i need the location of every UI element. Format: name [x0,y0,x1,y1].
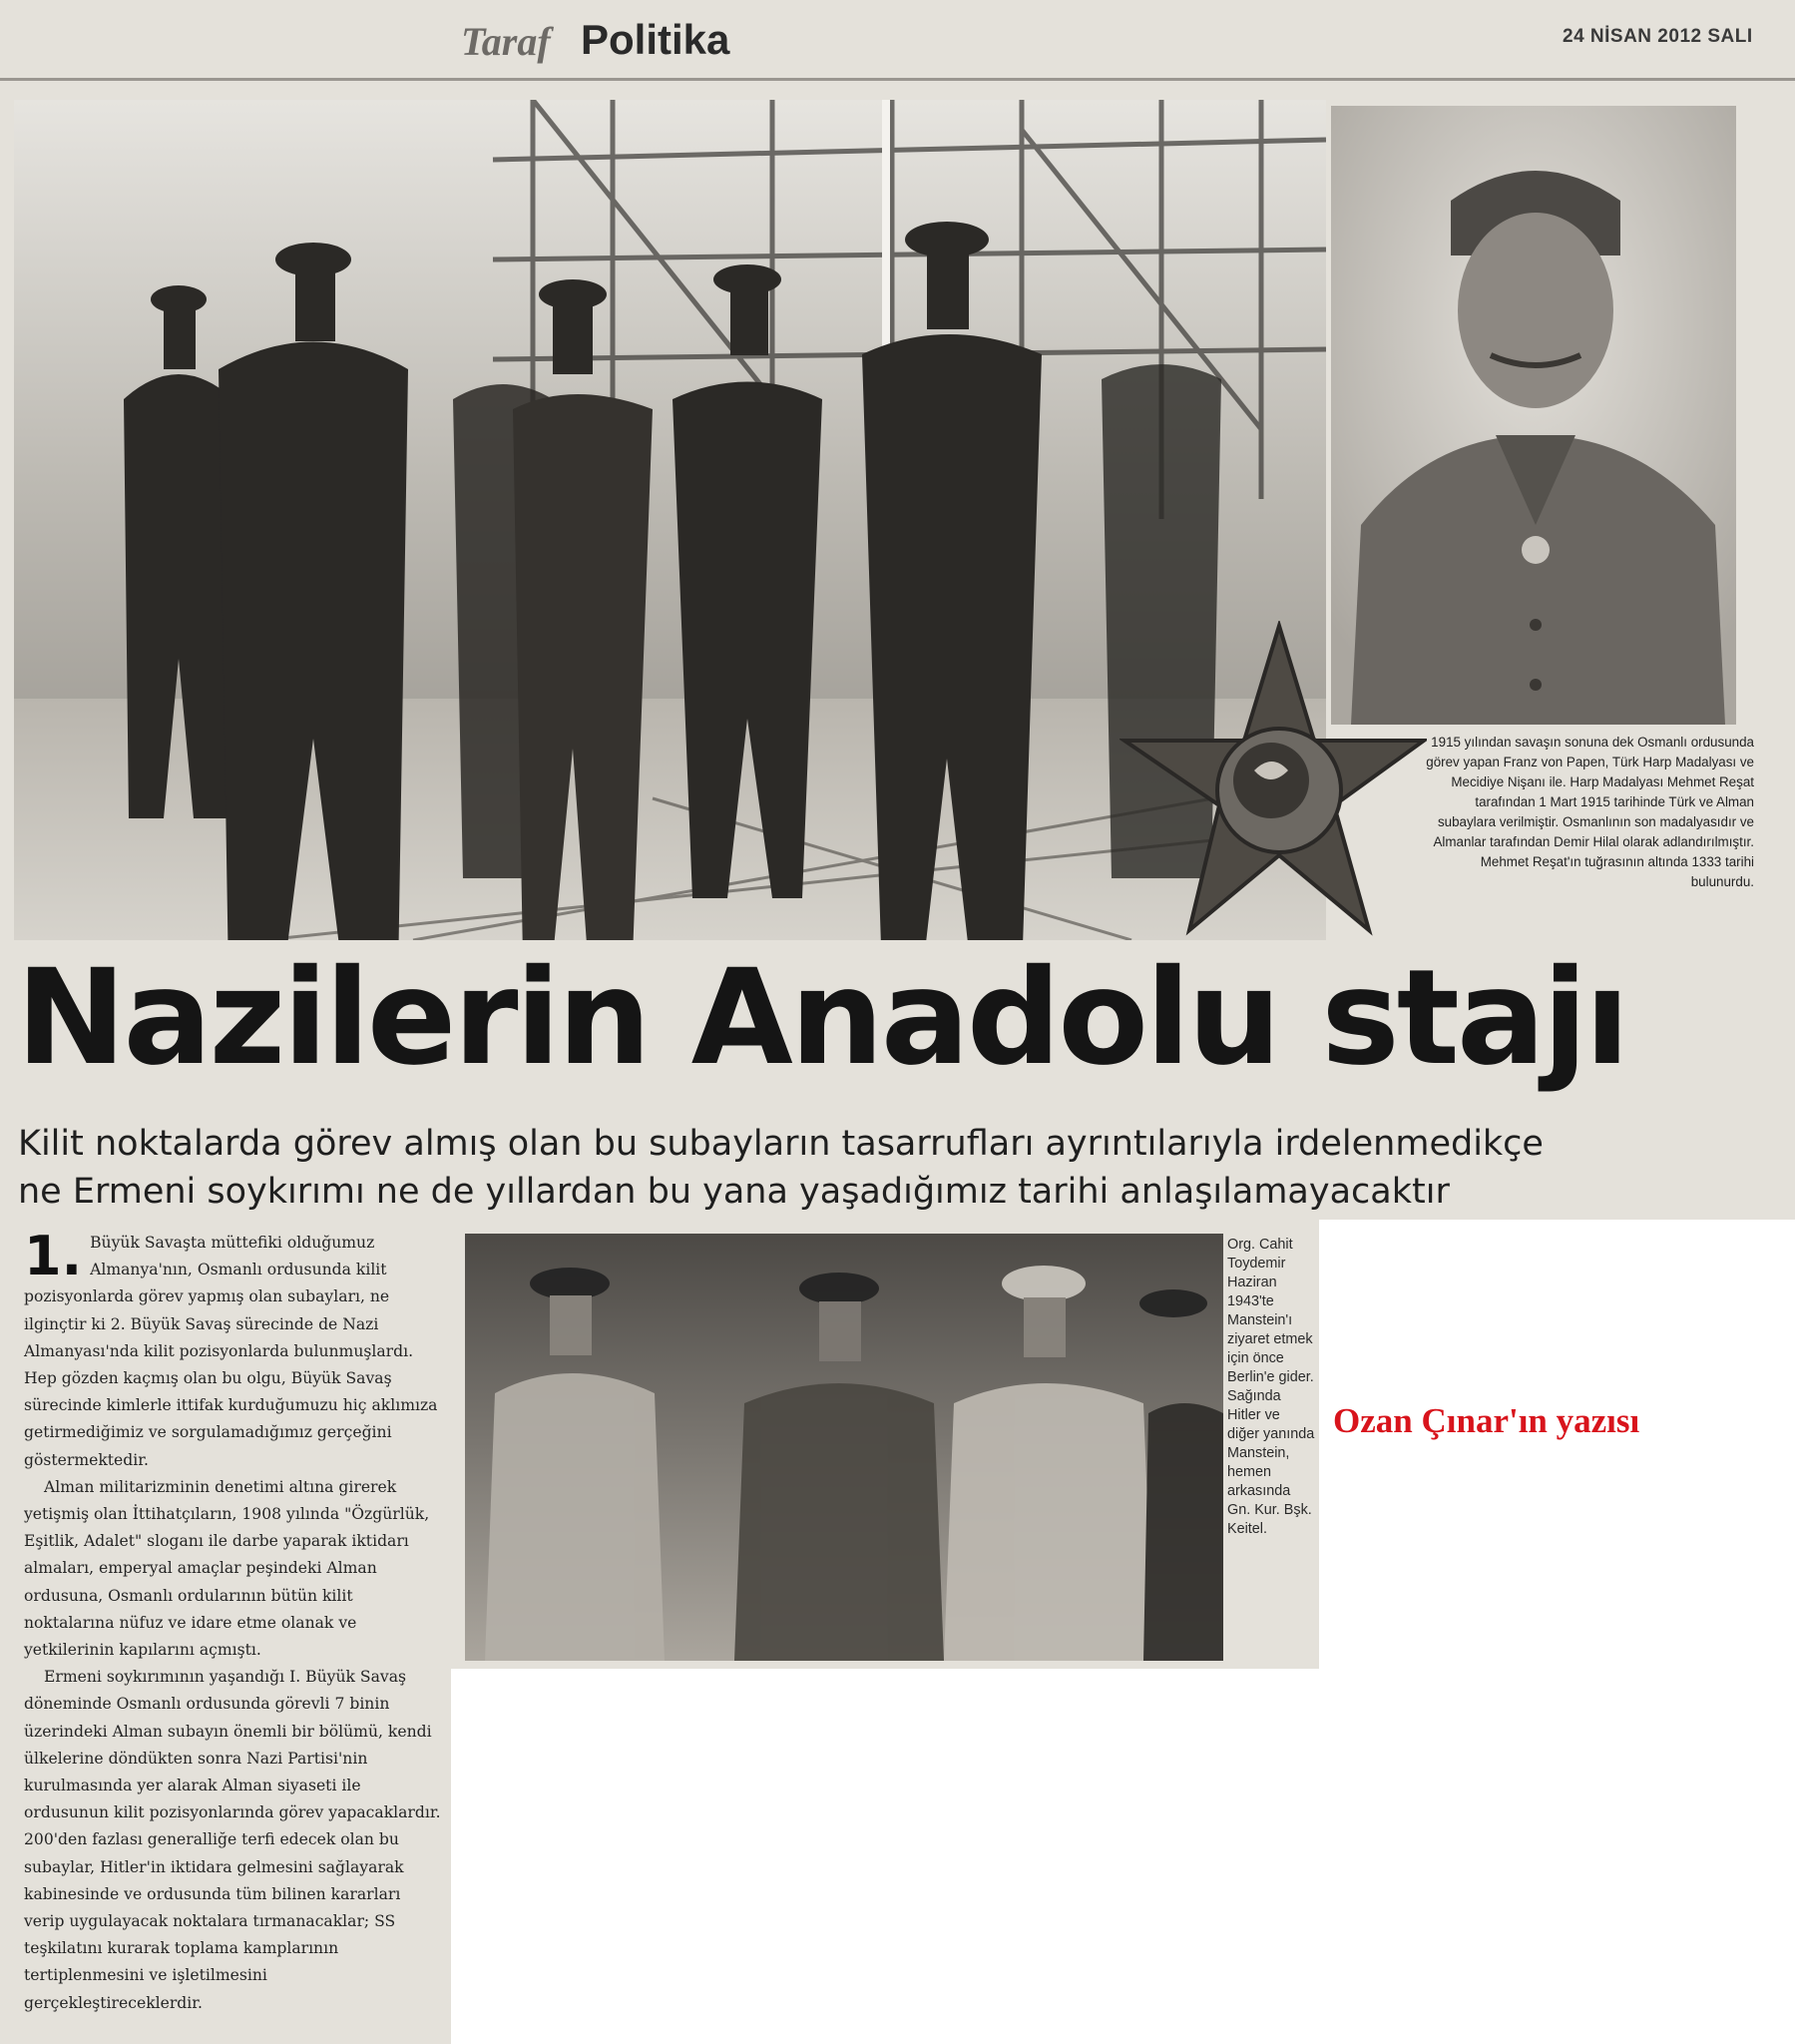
headline: Nazilerin Anadolu stajı [16,941,1627,1095]
subheadline-line-1: Kilit noktalarda görev almış olan bu subayların tasarrufları ayrıntılarıyla irdelenmedikçe [18,1124,1544,1164]
article-paragraph-text: Büyük Savaşta müttefiki olduğumuz Almanya'nın, Osmanlı ordusunda kilit pozisyonlarda görev yapmış olan subayları, ne ilginçtir ki 2. Büyük Savaş sürecinde de Nazi Almanyası'nda kilit pozisyonlarda bulunmuşlardı. Hep gözden kaçmış olan bu olgu, Büyük Savaş sürecinde kimlerle ittifak kurduğumuzu hiç aklımıza getirmediğimiz ve sorgulamadığımız gerçeğini göstermektedir. [24,1234,438,1469]
page-header [0,0,1795,100]
article-paragraph: Alman militarizminin denetimi altına girerek yetişmiş olan İttihatçıların, 1908 yılında "Özgürlük, Eşitlik, Adalet" sloganı ile darbe yaparak iktidarı almaları, emperyal amaçlar peşindeki Alman ordusuna, Osmanlı ordularının bütün kilit noktalarına nüfuz ve idare etme olanak ve yetkilerinin kapılarını açmıştı. [24,1477,430,1660]
issue-date: 24 NİSAN 2012 SALI [1563,26,1753,47]
subheadline-line-2: ne Ermeni soykırımı ne de yıllardan bu yana yaşadığımız tarihi anlaşılamayacaktır [18,1172,1450,1212]
section-number: 1. [24,1225,83,1287]
article-paragraph [24,1225,443,1474]
second-photo-caption: Org. Cahit Toydemir Haziran 1943'te Manstein'ı ziyaret etmek için önce Berlin'e gider. Sağında Hitler ve diğer yanında Manstein, hemen arkasında Gn. Kur. Bşk. Keitel. [1227,1237,1315,1537]
section-title: Politika [581,16,730,63]
article-paragraph: Ermeni soykırımının yaşandığı I. Büyük Savaş döneminde Osmanlı ordusunda görevli 7 binin üzerindeki Alman subayın önemli bir bölümü, kendi ülkelerine döndükten sonra Nazi Partisi'nin kurulmasında yer alarak Alman siyaseti ile ordusunun kilit pozisyonlarında görev yapacaklardır. 200'den fazlası generalliğe terfi edecek olan bu subaylar, Hitler'in iktidara gelmesini sağlayarak kabinesinde ve ordusunda tüm bilinen kararları verip uygulayacak noktalara tırmanacaklar; SS teşkilatını kurarak toplama kamplarının tertiplenmesini ve işletilmesini gerçekleştireceklerdir. [24,1668,441,2012]
blank-area-right [1319,1220,1795,1669]
second-photo-officers [465,1234,1223,1661]
header-rule [0,78,1795,81]
war-medal-star [1120,621,1427,938]
article-body [24,1225,443,2017]
blank-area-bottom [451,1669,1795,2044]
medal-photo-caption: 1915 yılından savaşın sonuna dek Osmanlı ordusunda görev yapan Franz von Papen, Türk Harp Madalyası ve Mecidiye Nişanı ile. Harp Madalyası Mehmet Reşat tarafından 1 Mart 1915 tarihinde Türk ve Alman subaylara verilmiştir. Osmanlının son madalyasıdır ve Almanlar tarafından Demir Hilal olarak adlandırılmıştır. Mehmet Reşat'ın tuğrasının altında 1333 tarihi bulunurdu. [1426,735,1754,889]
author-credit: Ozan Çınar'ın yazısı [1333,1401,1640,1440]
newspaper-brand: Taraf [461,19,551,64]
